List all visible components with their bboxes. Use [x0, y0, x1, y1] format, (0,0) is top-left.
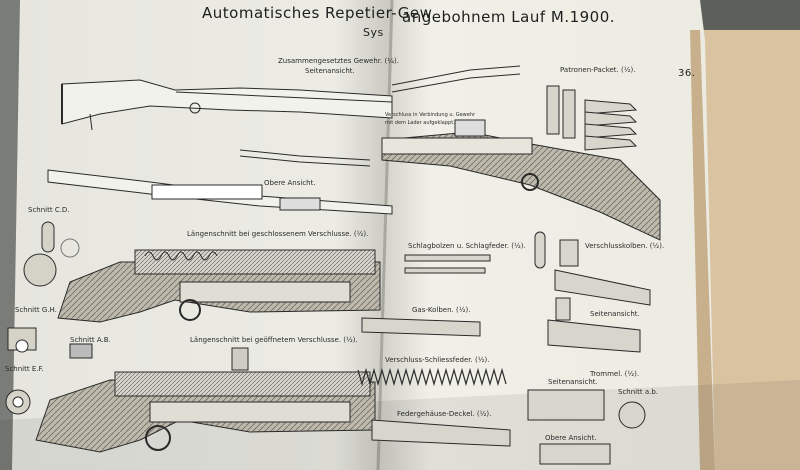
label-gas-piston: Gas-Kolben. (½).	[412, 306, 471, 314]
label-right-side-view: Seitenansicht.	[590, 310, 640, 318]
label-drum-side: Seitenansicht.	[548, 378, 598, 386]
label-breech-note-1: Verschluss in Verbindung u. Gewehr	[385, 112, 476, 118]
page-number: 36.	[678, 68, 696, 79]
label-spring-housing-cover: Federgehäuse-Deckel. (½).	[397, 410, 492, 418]
label-drum: Trommel. (½).	[590, 370, 640, 378]
subtitle: Sys	[363, 26, 384, 39]
label-assembled: Zusammengesetztes Gewehr. (¼).	[278, 57, 399, 65]
label-section-ab: Schnitt A.B.	[70, 336, 111, 344]
label-top-view: Obere Ansicht.	[264, 179, 316, 187]
title-right: angebohnem Lauf M.1900.	[402, 8, 616, 26]
label-section-ef: Schnitt E.F.	[5, 365, 44, 373]
label-breech-note-2: mit dem Lader aufgeklappt.	[385, 120, 455, 126]
title-left: Automatisches Repetier-Gew	[202, 4, 433, 22]
label-right-top-view: Obere Ansicht.	[545, 434, 597, 442]
label-drum-section: Schnitt a.b.	[618, 388, 659, 396]
label-section-long-closed: Längenschnitt bei geschlossenem Verschlusse. (½).	[187, 230, 369, 238]
label-section-gh: Schnitt G.H.	[15, 306, 57, 314]
label-side-view: Seitenansicht.	[305, 67, 355, 75]
label-bolt-head: Verschlusskolben. (½).	[585, 242, 665, 250]
label-section-long-open: Längenschnitt bei geöffnetem Verschlusse. (½).	[190, 336, 358, 344]
label-firing-pin: Schlagbolzen u. Schlagfeder. (½).	[408, 242, 526, 250]
label-cartridge-pack: Patronen-Packet. (½).	[560, 66, 636, 74]
label-section-cd: Schnitt C.D.	[28, 206, 70, 214]
label-breech-spring: Verschluss-Schliessfeder. (½).	[385, 356, 490, 364]
